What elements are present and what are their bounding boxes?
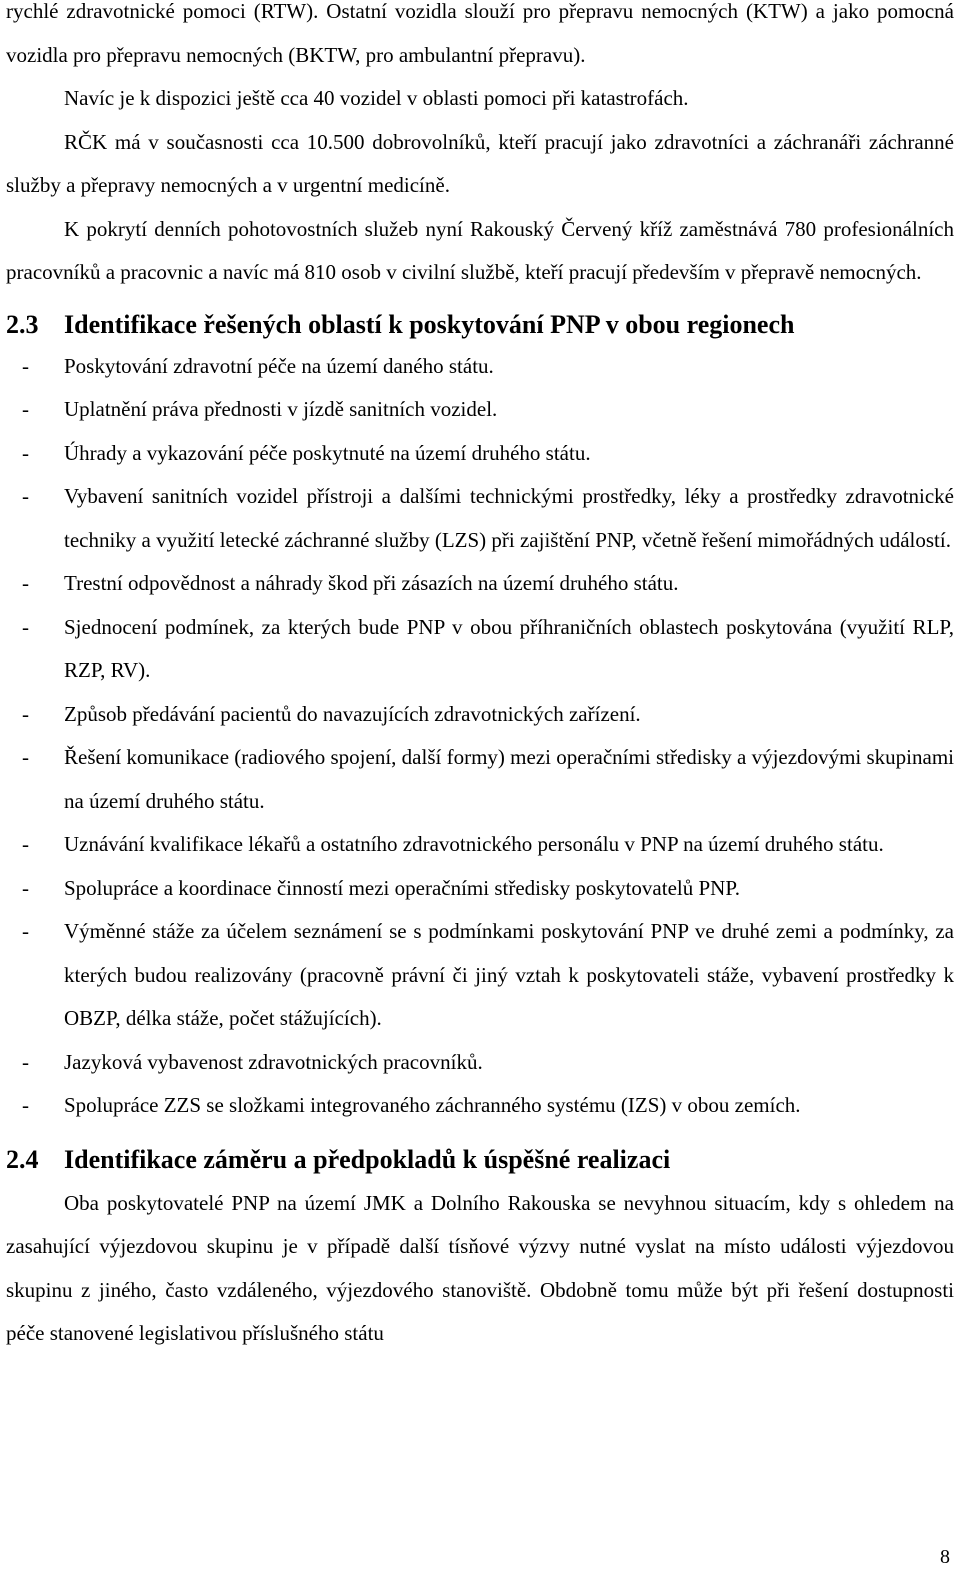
- list-item: [6, 1041, 954, 1085]
- bullet-dash: -: [22, 397, 29, 421]
- list-item-text: Úhrady a vykazování péče poskytnuté na území druhého státu.: [64, 440, 591, 465]
- list-item: [6, 345, 954, 389]
- bullet-dash: -: [22, 440, 29, 465]
- intro-paragraph-4: K pokrytí denních pohotovostních služeb nyní Rakouský Červený kříž zaměstnává 780 profesionálních pracovníků a pracovnic a navíc má 810 osob v civilní službě, kteří pracují především v přepravě nemocných.: [6, 216, 954, 284]
- bullet-dash: -: [22, 484, 29, 508]
- list-item: [6, 736, 954, 823]
- list-item: [6, 910, 954, 1041]
- list-item: [6, 606, 954, 693]
- list-item-text: Jazyková vybavenost zdravotnických pracovníků.: [64, 1049, 483, 1074]
- list-item-text: Spolupráce ZZS se složkami integrovaného záchranného systému (IZS) v obou zemích.: [64, 1093, 801, 1117]
- list-item-text: Výměnné stáže za účelem seznámení se s podmínkami poskytování PNP ve druhé zemi a podmínky, za kterých budou realizovány (pracovně právní či jiný vztah k poskytovateli stáže, vybavení prostředky k OBZP, délka stáže, počet stážujících).: [64, 919, 954, 1030]
- bullet-dash: -: [22, 614, 29, 639]
- list-item: [6, 432, 954, 476]
- page-number: 8: [940, 1546, 950, 1568]
- list-item: [6, 388, 954, 432]
- list-item-text: Uplatnění práva přednosti v jízdě sanitních vozidel.: [64, 397, 498, 421]
- page-content: [6, 0, 954, 1356]
- list-item-text: Poskytování zdravotní péče na území daného státu.: [64, 353, 494, 378]
- intro-paragraph-2: Navíc je k dispozici ještě cca 40 vozidel v oblasti pomoci při katastrofách.: [64, 86, 689, 110]
- section-heading-2-4: [6, 1142, 954, 1178]
- section-2-4-paragraph: Oba poskytovatelé PNP na území JMK a Dolního Rakouska se nevyhnou situacím, kdy s ohledem na zasahující výjezdovou skupinu je v případě další tísňové výzvy nutné vyslat na místo události výjezdovou skupinu z jiného, často vzdáleného, výjezdového stanoviště. Obdobně tomu může být při řešení dostupnosti péče stanovené legislativou příslušného státu: [6, 1190, 954, 1345]
- section-number: 2.3: [6, 309, 39, 339]
- list-item: [6, 693, 954, 737]
- bullet-dash: -: [22, 745, 29, 769]
- bullet-dash: -: [22, 1049, 29, 1074]
- bullet-dash: -: [22, 919, 29, 943]
- list-item-text: Způsob předávání pacientů do navazujících zdravotnických zařízení.: [64, 701, 641, 726]
- list-item: [6, 823, 954, 867]
- section-title: Identifikace záměru a předpokladů k úspěšné realizaci: [64, 1144, 671, 1174]
- list-item-text: Uznávání kvalifikace lékařů a ostatního zdravotnického personálu v PNP na území druhého státu.: [64, 832, 884, 856]
- bullet-dash: -: [22, 875, 29, 900]
- bullet-dash: -: [22, 353, 29, 378]
- section-title: Identifikace řešených oblastí k poskytování PNP v obou regionech: [64, 309, 795, 339]
- intro-paragraph-3: RČK má v současnosti cca 10.500 dobrovolníků, kteří pracují jako zdravotníci a záchranáři záchranné služby a přepravy nemocných a v urgentní medicíně.: [6, 129, 954, 197]
- list-item: [6, 562, 954, 606]
- list-item: [6, 1084, 954, 1128]
- list-item-text: Sjednocení podmínek, za kterých bude PNP v obou příhraničních oblastech poskytována (využití RLP, RZP, RV).: [64, 614, 954, 682]
- intro-paragraph-1: rychlé zdravotnické pomoci (RTW). Ostatní vozidla slouží pro přepravu nemocných (KTW) a jako pomocná vozidla pro přepravu nemocných (BKTW, pro ambulantní přepravu).: [6, 0, 954, 67]
- list-item-text: Vybavení sanitních vozidel přístroji a dalšími technickými prostředky, léky a prostředky zdravotnické techniky a využití letecké záchranné služby (LZS) při zajištění PNP, včetně řešení mimořádných událostí.: [64, 484, 954, 552]
- bullet-dash: -: [22, 701, 29, 726]
- list-item-text: Spolupráce a koordinace činností mezi operačními středisky poskytovatelů PNP.: [64, 875, 740, 900]
- section-heading-2-3: [6, 307, 954, 343]
- list-item-text: Řešení komunikace (radiového spojení, další formy) mezi operačními středisky a výjezdovými skupinami na území druhého státu.: [64, 745, 954, 813]
- bullet-dash: -: [22, 832, 29, 856]
- section-number: 2.4: [6, 1144, 39, 1174]
- bullet-dash: -: [22, 1093, 29, 1117]
- list-item: [6, 475, 954, 562]
- list-item-text: Trestní odpovědnost a náhrady škod při zásazích na území druhého státu.: [64, 571, 679, 595]
- bullet-list: [6, 345, 954, 1128]
- bullet-dash: -: [22, 571, 29, 595]
- list-item: [6, 867, 954, 911]
